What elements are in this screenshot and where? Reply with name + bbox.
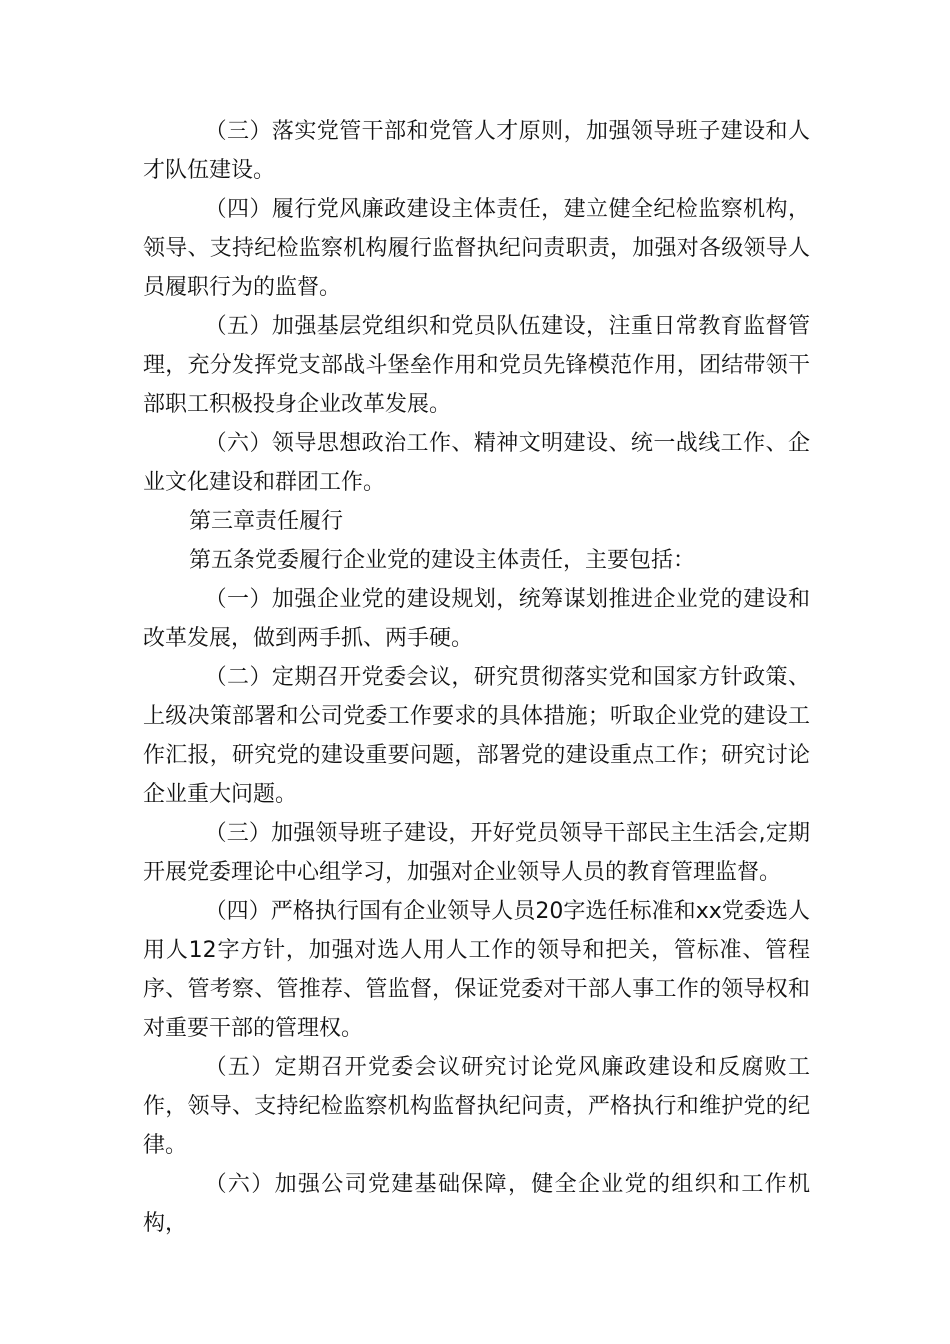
paragraph-item-5: （五）加强基层党组织和党员队伍建设，注重日常教育监督管理，充分发挥党支部战斗堡垒作用和党员先锋模范作用，团结带领干部职工积极投身企业改革发展。	[143, 314, 810, 417]
paragraph-item-3: （三）落实党管干部和党管人才原则，加强领导班子建设和人才队伍建设。	[143, 119, 810, 183]
paragraph-item-4: （四）履行党风廉政建设主体责任，建立健全纪检监察机构，领导、支持纪检监察机构履行监督执纪问责职责，加强对各级领导人员履职行为的监督。	[143, 197, 810, 300]
article-item-4: （四）严格执行国有企业领导人员20字选任标准和xx党委选人用人12字方针，加强对选人用人工作的领导和把关，管标准、管程序、管考察、管推荐、管监督，保证党委对干部人事工作的领导权和对重要干部的管理权。	[143, 899, 810, 1041]
chapter-heading: 第三章责任履行	[189, 509, 344, 534]
article-item-3: （三）加强领导班子建设，开好党员领导干部民主生活会,定期开展党委理论中心组学习，加强对企业领导人员的教育管理监督。	[143, 821, 810, 885]
document-body	[143, 112, 810, 1243]
article-item-1: （一）加强企业党的建设规划，统筹谋划推进企业党的建设和改革发展，做到两手抓、两手硬。	[143, 587, 810, 651]
article-item-5: （五）定期召开党委会议研究讨论党风廉政建设和反腐败工作，领导、支持纪检监察机构监督执纪问责，严格执行和维护党的纪律。	[143, 1055, 810, 1158]
article-item-2: （二）定期召开党委会议，研究贯彻落实党和国家方针政策、上级决策部署和公司党委工作要求的具体措施；听取企业党的建设工作汇报，研究党的建设重要问题，部署党的建设重点工作；研究讨论企业重大问题。	[143, 665, 810, 807]
paragraph-item-6: （六）领导思想政治工作、精神文明建设、统一战线工作、企业文化建设和群团工作。	[143, 431, 810, 495]
article-item-6: （六）加强公司党建基础保障，健全企业党的组织和工作机构，	[143, 1172, 810, 1236]
article-heading: 第五条党委履行企业党的建设主体责任，主要包括：	[189, 548, 696, 573]
